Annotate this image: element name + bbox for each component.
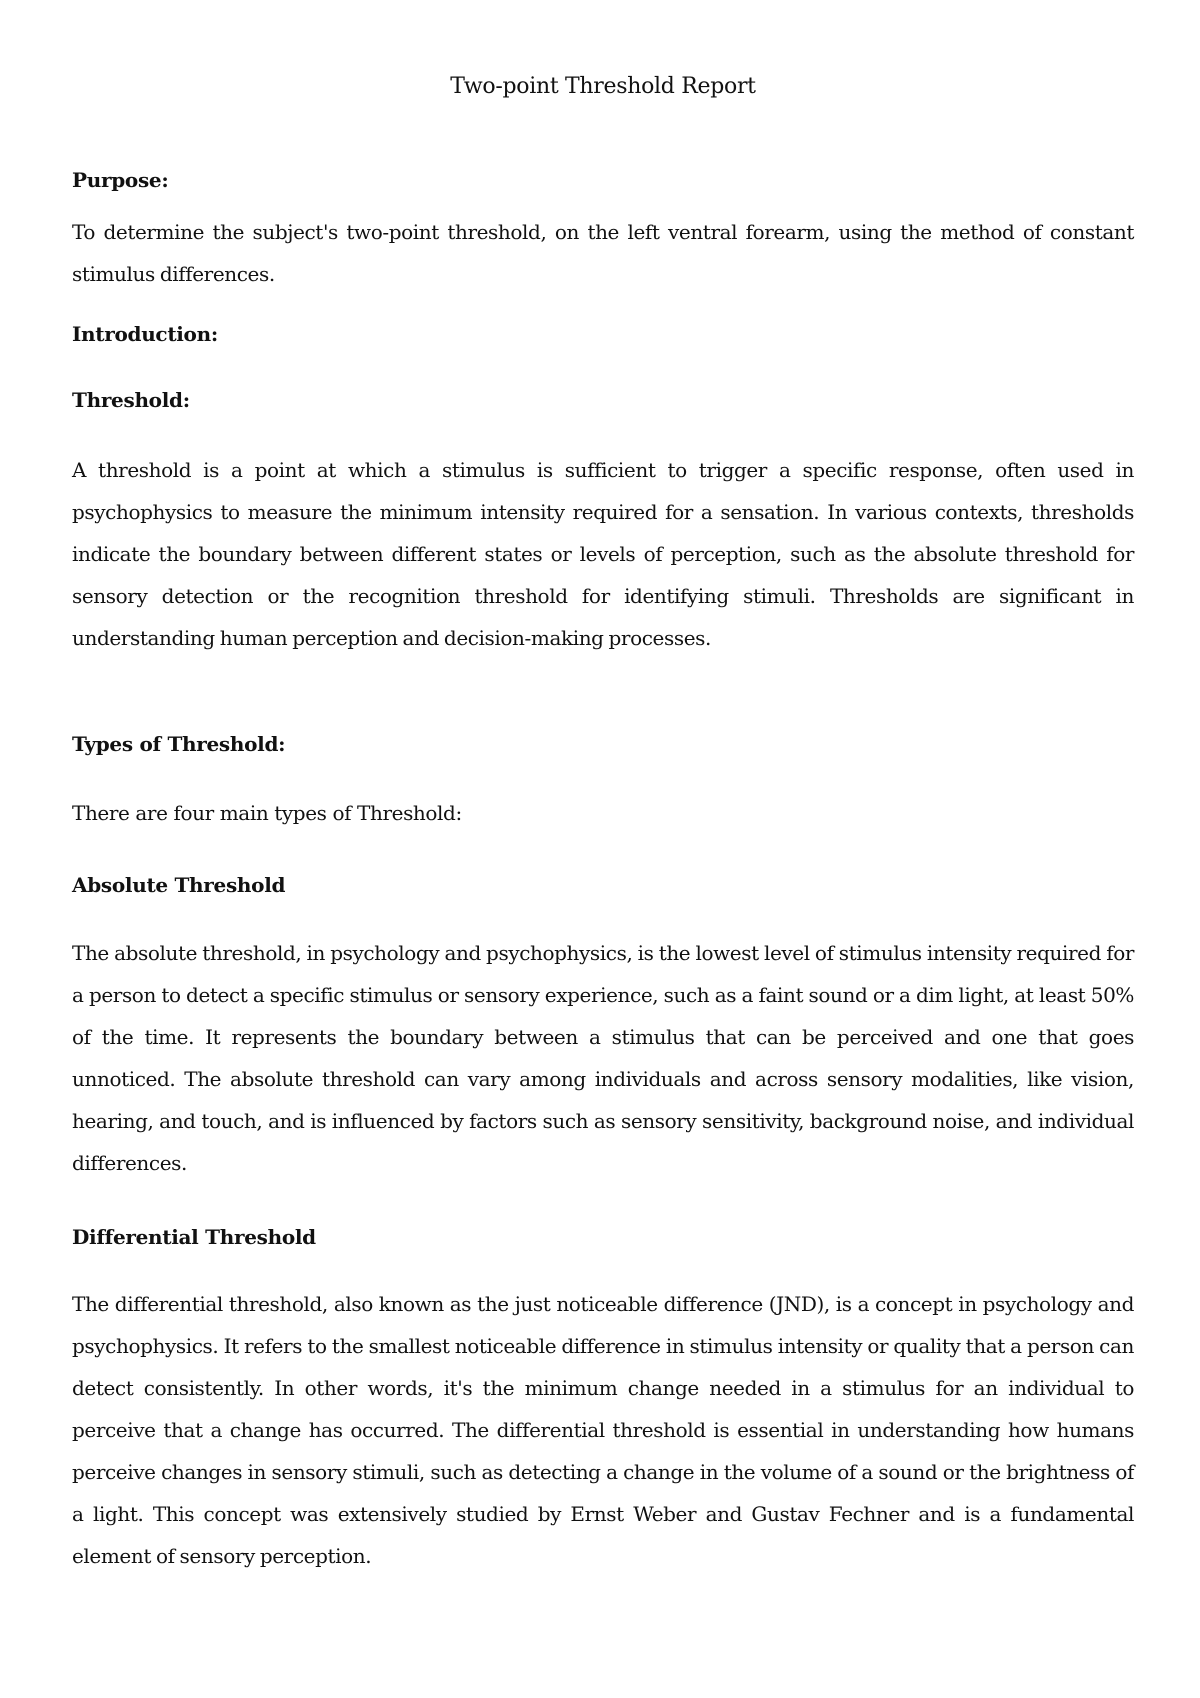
threshold-paragraph: A threshold is a point at which a stimulus is sufficient to trigger a specific response, often used in psychophysics to measure the minimum intensity required for a sensation. In various contexts, thresholds indicate the boundary between different states or levels of perception, such as the absolute threshold for sensory detection or the recognition threshold for identifying stimuli. Thresholds are significant in understanding human perception and decision-making processes.	[72, 458, 1134, 650]
types-heading: Types of Threshold:	[72, 732, 286, 756]
document-title: Two-point Threshold Report	[450, 74, 756, 99]
absolute-threshold-heading: Absolute Threshold	[72, 873, 286, 897]
absolute-threshold-paragraph: The absolute threshold, in psychology and psychophysics, is the lowest level of stimulus intensity required for a person to detect a specific stimulus or sensory experience, such as a faint sound or a dim light, at least 50% of the time. It represents the boundary between a stimulus that can be perceived and one that goes unnoticed. The absolute threshold can vary among individuals and across sensory modalities, like vision, hearing, and touch, and is influenced by factors such as sensory sensitivity, background noise, and individual differences.	[72, 941, 1134, 1175]
introduction-heading: Introduction:	[72, 322, 218, 346]
purpose-heading: Purpose:	[72, 168, 169, 192]
purpose-paragraph: To determine the subject's two-point threshold, on the left ventral forearm, using the method of constant stimulus differences.	[72, 220, 1134, 286]
differential-threshold-paragraph: The differential threshold, also known as the just noticeable difference (JND), is a concept in psychology and psychophysics. It refers to the smallest noticeable difference in stimulus intensity or quality that a person can detect consistently. In other words, it's the minimum change needed in a stimulus for an individual to perceive that a change has occurred. The differential threshold is essential in understanding how humans perceive changes in sensory stimuli, such as detecting a change in the volume of a sound or the brightness of a light. This concept was extensively studied by Ernst Weber and Gustav Fechner and is a fundamental element of sensory perception.	[72, 1292, 1134, 1568]
threshold-heading: Threshold:	[72, 388, 190, 412]
types-intro: There are four main types of Threshold:	[72, 801, 462, 825]
differential-threshold-heading: Differential Threshold	[72, 1225, 316, 1249]
